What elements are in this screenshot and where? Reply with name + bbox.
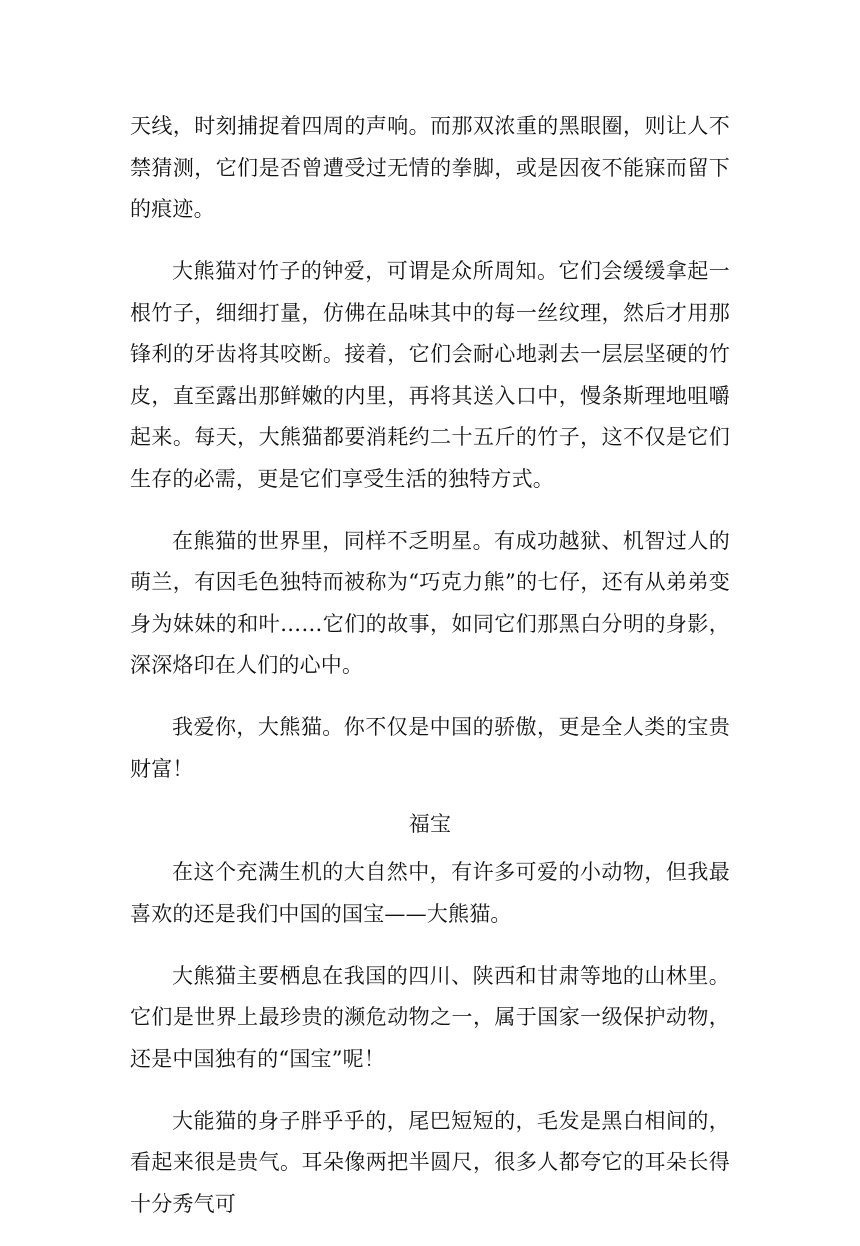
paragraph-continued: 天线，时刻捕捉着四周的声响。而那双浓重的黑眼圈，则让人不禁猜测，它们是否曾遭受过无情的拳脚，或是因夜不能寐而留下的痕迹。 — [130, 114, 730, 221]
paragraph: 在这个充满生机的大自然中，有许多可爱的小动物，但我最喜欢的还是我们中国的国宝——大熊猫。 — [130, 860, 730, 926]
paragraph: 我爱你，大熊猫。你不仅是中国的骄傲，更是全人类的宝贵财富！ — [130, 715, 730, 781]
paragraph: 大熊猫对竹子的钟爱，可谓是众所周知。它们会缓缓拿起一根竹子，细细打量，仿佛在品味其中的每一丝纹理，然后才用那锋利的牙齿将其咬断。接着，它们会耐心地剥去一层层坚硬的竹皮，直至露出那鲜嫩的内里，再将其送入口中，慢条斯理地咀嚼起来。每天，大熊猫都要消耗约二十五斤的竹子，这不仅是它们生存的必需，更是它们享受生活的独特方式。 — [130, 259, 730, 491]
paragraph: 大熊猫主要栖息在我国的四川、陕西和甘肃等地的山林里。它们是世界上最珍贵的濒危动物之一，属于国家一级保护动物，还是中国独有的“国宝”呢！ — [130, 963, 730, 1071]
paragraph: 大能猫的身子胖乎乎的，尾巴短短的，毛发是黑白相间的，看起来很是贵气。耳朵像两把半圆尺，很多人都夸它的耳朵长得十分秀气可 — [130, 1108, 730, 1216]
section-heading: 福宝 — [408, 811, 452, 836]
document-body — [130, 106, 730, 1246]
paragraph: 在熊猫的世界里，同样不乏明星。有成功越狱、机智过人的萌兰，有因毛色独特而被称为“巧克力熊”的七仔，还有从弟弟变身为妹妹的和叶……它们的故事，如同它们那黑白分明的身影，深深烙印在人们的心中。 — [130, 528, 730, 677]
